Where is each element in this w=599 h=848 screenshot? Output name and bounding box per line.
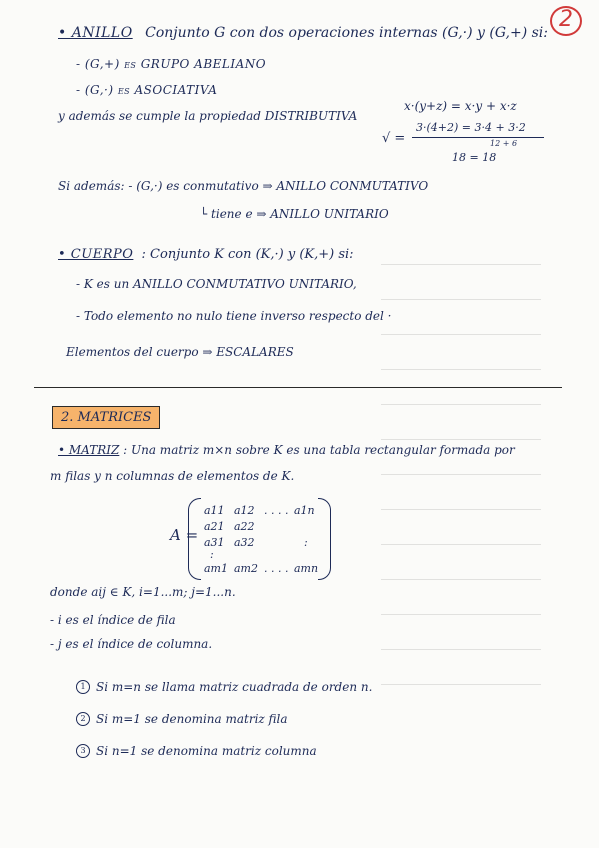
page-number: 2 [548, 6, 584, 34]
escalares-line: Elementos del cuerpo ⇒ ESCALARES [66, 345, 294, 359]
bleed-through-lines [381, 230, 581, 750]
matrix-cell: a11 [204, 504, 225, 517]
cuerpo-heading [58, 248, 354, 262]
matrix-label: A = [170, 526, 199, 544]
unitario-line: └ tiene e ⇒ ANILLO UNITARIO [200, 207, 389, 221]
anillo-definition: Conjunto G con dos operaciones internas (G,·) y (G,+) si: [145, 25, 548, 41]
case-column [76, 744, 317, 758]
anillo-example-mid: 12 + 6 [490, 139, 518, 148]
anillo-check: √ = [382, 131, 406, 146]
matrix-dots: . . . . [264, 504, 289, 517]
left-parenthesis [188, 498, 201, 580]
case-square [76, 680, 372, 694]
anillo-formula: x·(y+z) = x·y + x·z [404, 99, 517, 113]
anillo-heading [58, 26, 548, 41]
matrix-cell: a32 [234, 536, 255, 549]
matrix-cell: a1n [294, 504, 315, 517]
conmutativo-line: Si además: - (G,·) es conmutativo ⇒ ANILLO CONMUTATIVO [58, 179, 429, 193]
case-square-text: Si m=n se llama matriz cuadrada de orden n. [96, 680, 373, 694]
cuerpo-definition: : Conjunto K con (K,·) y (K,+) si: [141, 247, 354, 262]
matrix-cell: am2 [234, 562, 258, 575]
matrix-dots: . . . . [264, 562, 289, 575]
matrix-cell: a21 [204, 520, 225, 533]
anillo-item-2: - (G,·) es ASOCIATIVA [76, 83, 218, 97]
matriz-definition-1: : Una matriz m×n sobre K es una tabla rectangular formada por [123, 443, 515, 457]
matriz-heading [58, 444, 515, 457]
cuerpo-item-1: - K es un ANILLO CONMUTATIVO UNITARIO, [76, 277, 357, 291]
anillo-example-num: 3·(4+2) = 3·4 + 3·2 [416, 121, 526, 134]
case-number-3: 3 [76, 744, 90, 758]
anillo-item-1: - (G,+) es GRUPO ABELIANO [76, 57, 267, 71]
section-divider [34, 387, 562, 388]
case-number-1: 1 [76, 680, 90, 694]
matrix-cell: a31 [204, 536, 225, 549]
matriz-title: • MATRIZ [58, 443, 120, 457]
i-index-line: - i es el índice de fila [50, 613, 176, 627]
j-index-line: - j es el índice de columna. [50, 637, 213, 651]
case-row-text: Si m=1 se denomina matriz fila [96, 712, 288, 726]
fraction-line [412, 137, 544, 138]
cuerpo-title: • CUERPO [58, 247, 134, 262]
matrix-dots: : [304, 536, 308, 549]
matrix-where: donde aij ∈ K, i=1...m; j=1...n. [50, 585, 236, 599]
matrix-cell: amn [294, 562, 319, 575]
anillo-title: • ANILLO [58, 25, 133, 41]
case-column-text: Si n=1 se denomina matriz columna [96, 744, 317, 758]
matrix-cell: a22 [234, 520, 255, 533]
case-number-2: 2 [76, 712, 90, 726]
matrix-dots: : [210, 548, 214, 561]
matrix-cell: a12 [234, 504, 255, 517]
matrix-A [170, 498, 340, 580]
right-parenthesis [318, 498, 331, 580]
matriz-definition-2: m filas y n columnas de elementos de K. [50, 469, 295, 483]
matrices-section-label: 2. MATRICES [52, 406, 160, 429]
anillo-distributive-line: y además se cumple la propiedad DISTRIBUTIVA [58, 109, 358, 123]
anillo-example-result: 18 = 18 [452, 151, 497, 164]
cuerpo-item-2: - Todo elemento no nulo tiene inverso respecto del · [76, 309, 392, 323]
case-row [76, 712, 288, 726]
matrix-cell: am1 [204, 562, 228, 575]
